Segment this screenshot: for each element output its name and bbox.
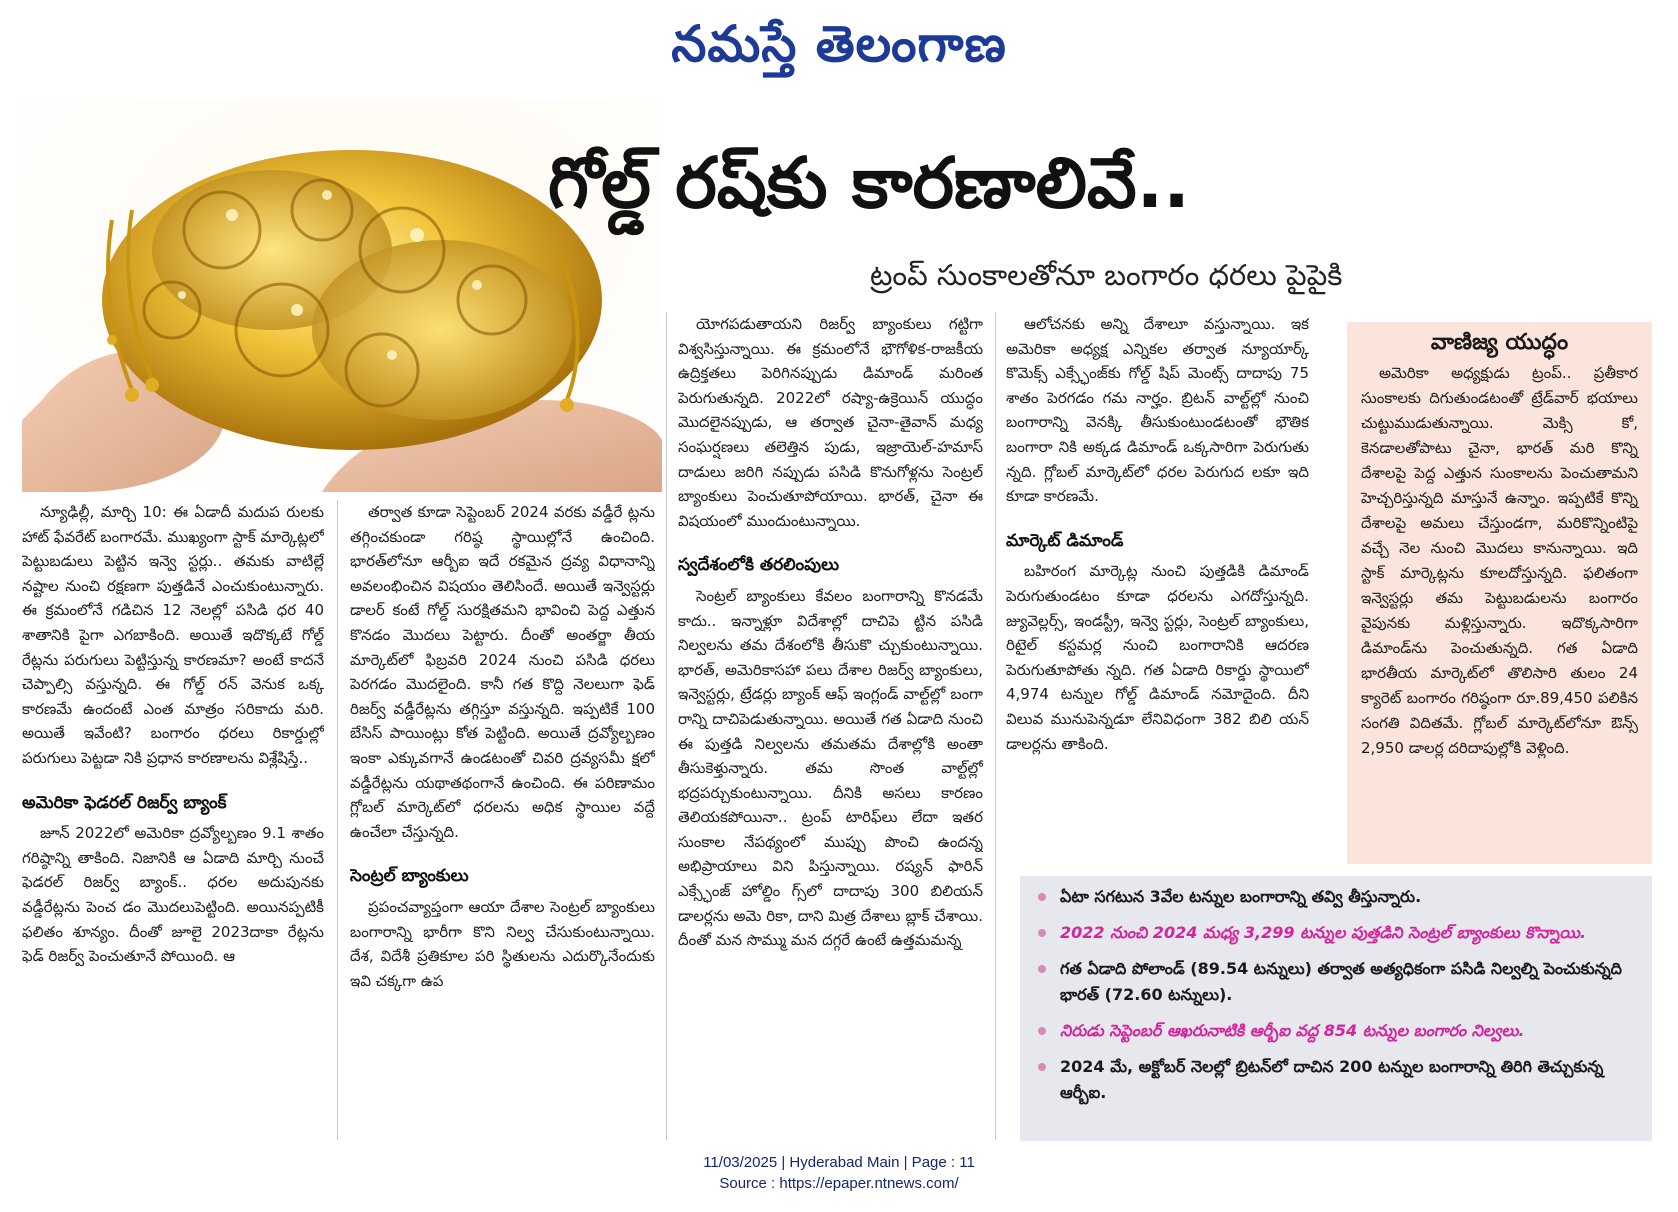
key-fact-item [1036,1054,1636,1106]
headline: గోల్డ్‌ రష్‌కు కారణాలివే.. [548,142,1190,224]
section-heading-repatriation: స్వదేశంలోకి తరలింపులు [678,555,840,576]
trade-war-sidebar [1347,322,1652,864]
key-facts-list [1036,884,1636,1106]
article-paragraph: తర్వాత కూడా సెప్టెంబర్‌ 2024 వరకు వడ్డీరే ట్లను తగ్గించకుండా గరిష్ఠ స్థాయిల్లోనే ఉంచింది. భారత్‌లోనూ ఆర్బీఐ ఇదే రకమైన ద్రవ్య విధానాన్ని అవలంభించిన విషయం తెలిసిందే. అయితే ఇన్వెస్టర్లు డాలర్‌ కంటే గోల్డ్‌ సురక్షితమని భావించి పెద్ద ఎత్తున కొనడం మొదలు పెట్టారు. దీంతో అంతర్జా తీయ మార్కెట్‌లో ఫిబ్రవరి 2024 నుంచి పసిడి ధరలు పెరగడం మొదలైంది. కానీ గత కొద్ది నెలలుగా ఫెడ్‌ రిజర్వ్‌ వడ్డీరేట్లను తగ్గిస్తూ వస్తున్నది. ఇప్పటికే 100 బేసిస్‌ పాయింట్లు కోత పెట్టింది. అయితే ద్రవ్యోల్బణం ఇంకా ఎక్కువగానే ఉండటంతో చివరి ద్రవ్యసమీ క్షలో వడ్డీరేట్లను యథాతథంగానే ఉంచింది. ఈ పరిణామం గ్లోబల్‌ మార్కెట్‌లో ధరలను అధిక స్థాయిల వద్దే ఉంచేలా చేస్తున్నది. [350,503,655,841]
article-column-1 [22,500,324,1140]
article-paragraph: జూన్‌ 2022లో అమెరికా ద్రవ్యోల్బణం 9.1 శాతం గరిష్ఠాన్ని తాకింది. నిజానికి ఆ ఏడాది మార్చి నుంచే ఫెడరల్‌ రిజర్వ్‌ బ్యాంక్‌.. ధరల అదుపునకు వడ్డీరేట్లను పెంచ డం మొదలుపెట్టింది. అయినప్పటికీ ఫలితం శూన్యం. దీంతో జూలై 2023దాకా రేట్లను ఫెడ్‌ రిజర్వ్‌ పెంచుతూనే పోయింది. ఆ [22,824,324,966]
article-paragraph: ప్రపంచవ్యాప్తంగా ఆయా దేశాల సెంట్రల్‌ బ్యాంకులు బంగారాన్ని భారీగా కొని నిల్వ చేసుకుంటున్నాయి. దేశ, విదేశీ ప్రతికూల పరి స్థితులను ఎదుర్కొనేందుకు ఇవి చక్కగా ఉప [350,897,655,990]
key-fact-item [1036,956,1636,1008]
key-fact-item [1036,884,1636,910]
bullet-icon [1038,929,1046,937]
bullet-icon [1038,965,1046,973]
key-fact-item [1036,920,1636,946]
page-footer [0,1152,1678,1194]
bullet-icon [1038,893,1046,901]
article-column-2 [350,500,655,1140]
column-divider [995,312,996,1140]
subheadline: ట్రంప్‌ సుంకాలతోనూ బంగారం ధరలు పైపైకి [870,258,1343,292]
key-fact-item [1036,1018,1636,1044]
footer-source-link[interactable]: Source : https://epaper.ntnews.com/ [719,1175,959,1192]
bullet-icon [1038,1063,1046,1071]
sidebar-text: అమెరికా అధ్యక్షుడు ట్రంప్‌.. ప్రతీకార సుంకాలకు దిగుతుండటంతో ట్రేడ్‌వార్‌ భయాలు చుట్టుముడుతున్నాయి. మెక్సి కో, కెనడాలతోపాటు చైనా, భారత్‌ మరి కొన్ని దేశాలపై పెద్ద ఎత్తున సుంకాలను పెంచుతామని హెచ్చరిస్తున్నది మాస్తునే ఉన్నాం. ఇప్పటికే కొన్ని దేశాలపై అమలు చేస్తుండగా, మరికొన్నింటిపై వచ్చే నెల నుంచి మొదలు కానున్నాయి. ఇది స్టాక్‌ మార్కెట్లను కూలదోస్తున్నది. ఫలితంగా ఇన్వెస్టర్లు తమ పెట్టుబడులను బంగారం వైపునకు మళ్లిస్తున్నారు. ఇదొక్కసారిగా డిమాండ్‌ను పెంచుతున్నది. గత ఏడాది భారతీయ మార్కెట్‌లో తొలిసారి తులం 24 క్యారెట్‌ బంగారం గరిష్ఠంగా రూ.89,450 పలికిన సంగతి విదితమే. గ్లోబల్‌ మార్కెట్‌లోనూ ఔన్స్‌ 2,950 డాలర్ల దరిదాపుల్లోకి వెళ్లింది. [1361,364,1638,757]
article-paragraph: యోగపడుతాయని రిజర్వ్‌ బ్యాంకులు గట్టిగా విశ్వసిస్తున్నాయి. ఈ క్రమంలోనే భౌగోళిక-రాజకీయ ఉద్రిక్తతలు పెరిగినప్పుడు డిమాండ్‌ మరింత పెరుగుతున్నది. 2022లో రష్యా-ఉక్రెయిన్‌ యుద్ధం మొదలైనప్పుడు, ఆ తర్వాత చైనా-తైవాన్‌ మధ్య సంఘర్షణలు తలెత్తిన పుడు, ఇజ్రాయెల్‌-హమాస్‌ దాడులు జరిగి నప్పుడు పసిడి కొనుగోళ్లను సెంట్రల్‌ బ్యాంకులు పెంచుతూపోయాయి. భారత్‌, చైనా ఈ విషయంలో ముందుంటున్నాయి. [678,315,983,530]
article-column-4 [1006,312,1309,872]
key-fact-text: 2024 మే, అక్టోబర్‌ నెలల్లో బ్రిటన్‌లో దాచిన 200 టన్నుల బంగారాన్ని తిరిగి తెచ్చుకున్న ఆర్బీఐ. [1060,1057,1604,1102]
sidebar-title: వాణిజ్య యుద్ధం [1430,330,1569,355]
article-column-3 [678,312,983,1140]
key-fact-text: ఏటా సగటున 3వేల టన్నుల బంగారాన్ని తవ్వి తీస్తున్నారు. [1060,887,1422,906]
key-facts-box [1020,876,1652,1141]
article-paragraph: బహిరంగ మార్కెట్ల నుంచి పుత్తడికి డిమాండ్‌ పెరుగుతుండటం కూడా ధరలను ఎగదోస్తున్నది. జ్యువెల్లర్స్‌, ఇండస్ట్రీ, ఇన్వె స్టర్లు, సెంట్రల్‌ బ్యాంకులు, రిటైల్‌ కస్టమర్ల నుంచి బంగారానికి ఆదరణ పెరుగుతూపోతు న్నది. గత ఏడాది రికార్డు స్థాయిలో 4,974 టన్నుల గోల్డ్‌ డిమాండ్‌ నమోదైంది. దీని విలువ మునుపెన్నడూ లేనివిధంగా 382 బిలి యన్‌ డాలర్లను తాకింది. [1006,562,1309,753]
masthead-logo: నమస్తే తెలంగాణ [671,14,1007,73]
section-heading-federal-reserve: అమెరికా ఫెడరల్‌ రిజర్వ్‌ బ్యాంక్‌ [22,792,227,813]
column-divider [337,500,338,1140]
section-heading-market-demand: మార్కెట్‌ డిమాండ్‌ [1006,530,1124,551]
column-divider [666,312,667,1140]
footer-date-edition: 11/03/2025 | Hyderabad Main | Page : 11 [703,1154,975,1171]
key-fact-text: 2022 నుంచి 2024 మధ్య 3,299 టన్నుల పుత్తడిని సెంట్రల్‌ బ్యాంకులు కొన్నాయి. [1060,923,1587,942]
article-paragraph: న్యూఢిల్లీ, మార్చి 10: ఈ ఏడాదీ మదుప రులకు హాట్‌ ఫేవరేట్‌ బంగారమే. ముఖ్యంగా స్టాక్‌ మార్కెట్లలో పెట్టుబడులు పెట్టిన ఇన్వె స్టర్లు.. తమకు వాటిల్లే నష్టాల నుంచి రక్షణగా పుత్తడినే ఎంచుకుంటున్నారు. ఈ క్రమంలోనే గడిచిన 12 నెలల్లో పసిడి ధర 40 శాతానికి పైగా ఎగబాకింది. అయితే ఇదొక్కటే గోల్డ్‌ రేట్లను పరుగులు పెట్టిస్తున్న కారణమా? అంటే కాదనే చెప్పాల్సి వస్తున్నది. ఈ గోల్డ్‌ రన్‌ వెనుక ఒక్క కారణమే ఉందంటే ఎంత మాత్రం సరికాదు మరి. అయితే ఇవేంటి? బంగారం ధరలు రికార్డుల్లో పరుగులు పెట్టడా నికి ప్రధాన కారణాలను విశ్లేషిస్తే.. [22,503,324,767]
article-paragraph: సెంట్రల్‌ బ్యాంకులు కేవలం బంగారాన్ని కొనడమే కాదు.. ఇన్నాళ్లూ విదేశాల్లో దాచిపె ట్టిన పసిడి నిల్వలను తమ దేశంలోకి తీసుకొ చ్చుకుంటున్నాయి. భారత్‌, అమెరికాసహా పలు దేశాల రిజర్వ్‌ బ్యాంకులు, ఇన్వెస్టర్లు, ట్రేడర్లు బ్యాంక్‌ ఆఫ్‌ ఇంగ్లండ్‌ వాల్ట్‌ల్లో బంగా రాన్ని దాచిపెడుతున్నాయి. అయితే గత ఏడాది నుంచి ఈ పుత్తడి నిల్వలను తమతమ దేశాల్లోకి అంతా తీసుకెళ్తున్నారు. తమ సొంత వాల్ట్‌ల్లో భద్రపర్చుకుంటున్నాయి. దీనికి అసలు కారణం తెలియకపోయినా.. ట్రంప్‌ టారిఫ్‌లు లేదా ఇతర సుంకాల నేపథ్యంలో ముప్పు పొంచి ఉందన్న అభిప్రాయాలు విని పిస్తున్నాయి. రష్యన్‌ ఫారిన్‌ ఎక్స్ఛేంజ్‌ హోల్డిం గ్స్‌లో దాదాపు 300 బిలియన్‌ డాలర్లను అమె రికా, దాని మిత్ర దేశాలు బ్లాక్‌ చేశాయి. దీంతో మన సొమ్ము మన దగ్గరే ఉంటే ఉత్తమమన్న [678,586,983,950]
article-paragraph: ఆలోచనకు అన్ని దేశాలూ వస్తున్నాయి. ఇక అమెరికా అధ్యక్ష ఎన్నికల తర్వాత న్యూయార్క్‌ కొమెక్స్‌ ఎక్స్ఛేంజ్‌కు గోల్డ్‌ షిప్‌ మెంట్స్‌ దాదాపు 75 శాతం పెరగడం గమ నార్హం. బ్రిటన్‌ వాల్ట్‌ల్లో నుంచి బంగారాన్ని వెనక్కి తీసుకుంటుండటంతో భౌతిక బంగారా నికి అక్కడ డిమాండ్‌ ఒక్కసారిగా పెరుగుతు న్నది. గ్లోబల్‌ మార్కెట్‌లో ధరల పెరుగుద లకూ ఇది కూడా కారణమే. [1006,315,1309,506]
section-heading-central-banks: సెంట్రల్‌ బ్యాంకులు [350,866,469,887]
key-fact-text: గత ఏడాది పోలాండ్‌ (89.54 టన్నులు) తర్వాత అత్యధికంగా పసిడి నిల్వల్ని పెంచుకున్నది భారత్‌ (72.60 టన్నులు). [1060,959,1622,1004]
bullet-icon [1038,1027,1046,1035]
key-fact-text: నిరుడు సెప్టెంబర్‌ ఆఖరునాటికి ఆర్బీఐ వద్ద 854 టన్నుల బంగారం నిల్వలు. [1060,1021,1525,1040]
